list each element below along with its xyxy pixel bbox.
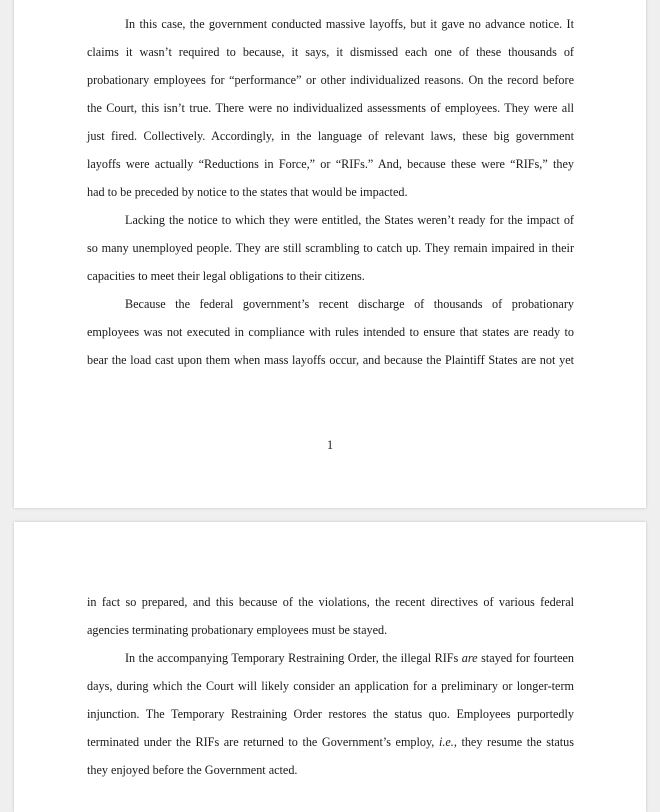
text-line: employees was not executed in compliance with rules intended to ensure that states are ready to [87,325,574,339]
page-number: 1 [326,438,334,452]
document-page-2 [14,522,646,812]
text-line: they enjoyed before the Government acted. [87,763,298,777]
text-line [125,650,574,666]
text-line: claims it wasn’t required to because, it says, it dismissed each one of these thousands of [87,45,574,59]
text-line: In this case, the government conducted massive layoffs, but it gave no advance notice. It [125,17,574,31]
text-line: in fact so prepared, and this because of the violations, the recent directives of various federal [87,595,574,609]
text-line: agencies terminating probationary employees must be stayed. [87,623,388,637]
text-line: injunction. The Temporary Restraining Order restores the status quo. Employees purportedly [87,707,574,721]
document-page-1 [14,0,646,508]
text-line: just fired. Collectively. Accordingly, in the language of relevant laws, these big government [87,129,574,143]
text-line: probationary employees for “performance” or other individualized reasons. On the record before [87,73,574,87]
text-line: Because the federal government’s recent discharge of thousands of probationary [125,297,574,311]
text-run: terminated under the RIFs are returned to the Government’s employ, [87,735,439,749]
text-line: had to be preceded by notice to the states that would be impacted. [87,185,408,199]
text-line: bear the load cast upon them when mass layoffs occur, and because the Plaintiff States are not yet [87,353,574,367]
emphasized-text: are [461,651,478,665]
text-line: so many unemployed people. They are still scrambling to catch up. They remain impaired in their [87,241,574,255]
text-line: capacities to meet their legal obligations to their citizens. [87,269,365,283]
text-line: the Court, this isn’t true. There were no individualized assessments of employees. They were all [87,101,574,115]
emphasized-text: i.e. [438,735,454,749]
text-run: In the accompanying Temporary Restraining Order, the illegal RIFs [125,651,462,665]
text-line: layoffs were actually “Reductions in Force,” or “RIFs.” And, because these were “RIFs,” they [87,157,574,171]
text-line: Lacking the notice to which they were entitled, the States weren’t ready for the impact of [125,213,574,227]
text-run: stayed for fourteen [477,651,575,665]
text-line [87,734,574,750]
text-run: , they resume the status [453,735,575,749]
text-line: days, during which the Court will likely consider an application for a preliminary or longer-term [87,679,574,693]
